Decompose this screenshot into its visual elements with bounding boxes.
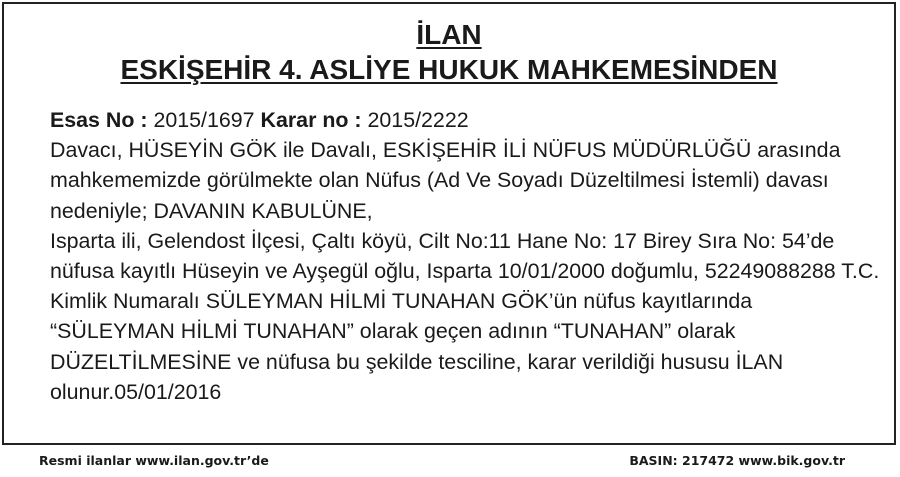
notice-body	[20, 105, 882, 407]
case-numbers	[20, 105, 882, 135]
footer-official-ads: Resmi ilanlar www.ilan.gov.tr’de	[39, 453, 269, 468]
paragraph-decision: Isparta ili, Gelendost İlçesi, Çaltı köyü, Cilt No:11 Hane No: 17 Birey Sıra No: 54’de nüfusa kayıtlı Hüseyin ve Ayşegül oğlu, Isparta 10/01/2000 doğumlu, 52249088288 T.C. Kimlik Numaralı SÜLEYMAN HİLMİ TUNAHAN GÖK’ün nüfus kayıtlarında “SÜLEYMAN HİLMİ TUNAHAN” olarak geçen adının “TUNAHAN” olarak DÜZELTİLMESİNE ve nüfusa bu şekilde tesciline, karar verildiği hususu İLAN olunur.05/01/2016	[50, 228, 880, 404]
esas-label: Esas No :	[50, 108, 148, 132]
court-name: ESKİŞEHİR 4. ASLİYE HUKUK MAHKEMESİNDEN	[120, 54, 778, 85]
esas-value: 2015/1697	[153, 108, 255, 132]
paragraph-parties: Davacı, HÜSEYİN GÖK ile Davalı, ESKİŞEHİR İLİ NÜFUS MÜDÜRLÜĞÜ arasında mahkememizde görülmekte olan Nüfus (Ad Ve Soyadı Düzeltilmesi İstemli) davası nedeniyle; DAVANIN KABULÜNE,	[50, 138, 841, 223]
footer-bar	[0, 447, 900, 477]
karar-label: Karar no :	[260, 108, 362, 132]
notice-title: İLAN	[416, 19, 482, 50]
footer-press-id: BASIN: 217472 www.bik.gov.tr	[629, 453, 845, 468]
karar-value: 2015/2222	[367, 108, 469, 132]
notice-box	[2, 2, 896, 445]
